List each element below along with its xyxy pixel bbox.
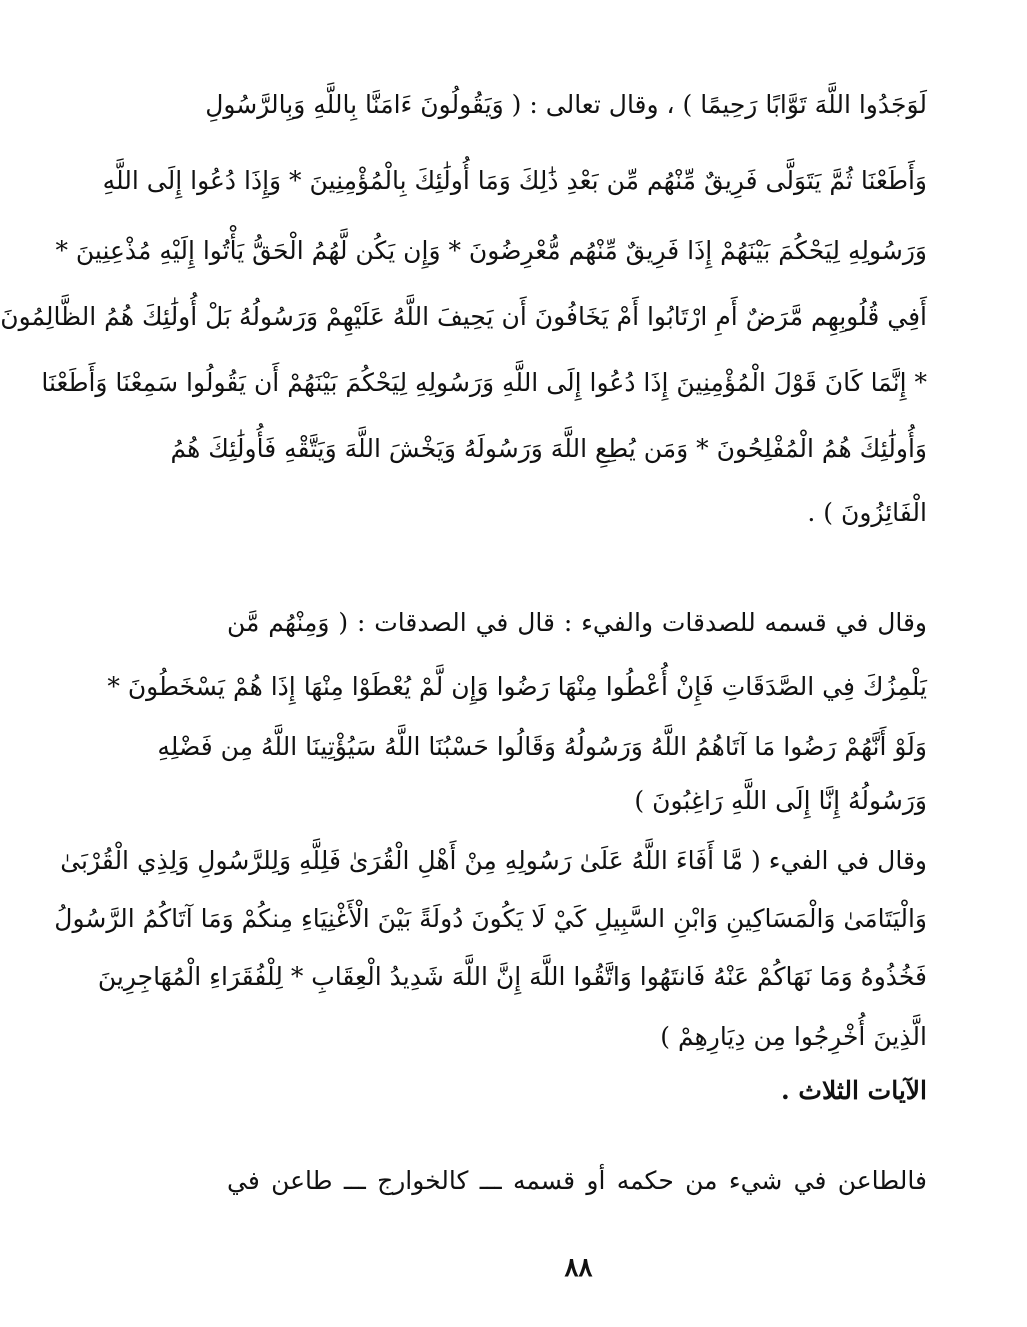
text-line: وقال في قسمه للصدقات والفيء : قال في الصدقات : ( وَمِنْهُم مَّن (227, 608, 927, 637)
text-line: أَفِي قُلُوبِهِم مَّرَضٌ أَمِ ارْتَابُوا أَمْ يَخَافُونَ أَن يَحِيفَ اللَّهُ عَلَيْهِمْ وَرَسُولُهُ بَلْ أُولَٰئِكَ هُمُ الظَّالِمُونَ (0, 302, 927, 331)
text-line: وَرَسُولِهِ لِيَحْكُمَ بَيْنَهُمْ إِذَا فَرِيقٌ مِّنْهُم مُّعْرِضُونَ * وَإِن يَكُن لَّهُمُ الْحَقُّ يَأْتُوا إِلَيْهِ مُذْعِنِينَ * (55, 236, 927, 265)
text-line: وَالْيَتَامَىٰ وَالْمَسَاكِينِ وَابْنِ السَّبِيلِ كَيْ لَا يَكُونَ دُولَةً بَيْنَ الْأَغْنِيَاءِ مِنكُمْ وَمَا آتَاكُمُ الرَّسُولُ (54, 904, 927, 933)
text-line: * إِنَّمَا كَانَ قَوْلَ الْمُؤْمِنِينَ إِذَا دُعُوا إِلَى اللَّهِ وَرَسُولِهِ لِيَحْكُمَ بَيْنَهُمْ أَن يَقُولُوا سَمِعْنَا وَأَطَعْنَا (41, 368, 927, 397)
text-line: الْفَائِزُونَ ) . (807, 498, 927, 527)
text-line: فَخُذُوهُ وَمَا نَهَاكُمْ عَنْهُ فَانتَهُوا وَاتَّقُوا اللَّهَ إِنَّ اللَّهَ شَدِيدُ الْعِقَابِ * لِلْفُقَرَاءِ الْمُهَاجِرِينَ (97, 962, 927, 991)
text-line: لَوَجَدُوا اللَّهَ تَوَّابًا رَحِيمًا ) ، وقال تعالى : ( وَيَقُولُونَ ءَامَنَّا بِاللَّهِ وَبِالرَّسُولِ (205, 90, 927, 119)
text-line: فالطاعن في شيء من حكمه أو قسمه ـــ كالخوارج ـــ طاعن في (227, 1166, 927, 1195)
text-line: يَلْمِزُكَ فِي الصَّدَقَاتِ فَإِنْ أُعْطُوا مِنْهَا رَضُوا وَإِن لَّمْ يُعْطَوْا مِنْهَا إِذَا هُمْ يَسْخَطُونَ * (107, 672, 927, 701)
text-line: الَّذِينَ أُخْرِجُوا مِن دِيَارِهِمْ ) (660, 1022, 927, 1051)
text-line: وَرَسُولُهُ إِنَّا إِلَى اللَّهِ رَاغِبُونَ ) (634, 786, 927, 815)
text-line: وقال في الفيء ( مَّا أَفَاءَ اللَّهُ عَلَىٰ رَسُولِهِ مِنْ أَهْلِ الْقُرَىٰ فَلِلَّهِ وَلِلرَّسُولِ وَلِذِي الْقُرْبَىٰ (60, 846, 927, 875)
text-line: وَأُولَٰئِكَ هُمُ الْمُفْلِحُونَ * وَمَن يُطِعِ اللَّهَ وَرَسُولَهُ وَيَخْشَ اللَّهَ وَيَتَّقْهِ فَأُولَٰئِكَ هُمُ (170, 434, 927, 463)
text-line: وَلَوْ أَنَّهُمْ رَضُوا مَا آتَاهُمُ اللَّهُ وَرَسُولُهُ وَقَالُوا حَسْبُنَا اللَّهُ سَيُؤْتِينَا اللَّهُ مِن فَضْلِهِ (157, 732, 927, 761)
text-line: وَأَطَعْنَا ثُمَّ يَتَوَلَّى فَرِيقٌ مِّنْهُم مِّن بَعْدِ ذَٰلِكَ وَمَا أُولَٰئِكَ بِالْمُؤْمِنِينَ * وَإِذَا دُعُوا إِلَى اللَّهِ (102, 166, 927, 195)
text-line: الآيات الثلاث . (781, 1076, 927, 1105)
page-number: ٨٨ (564, 1253, 593, 1283)
